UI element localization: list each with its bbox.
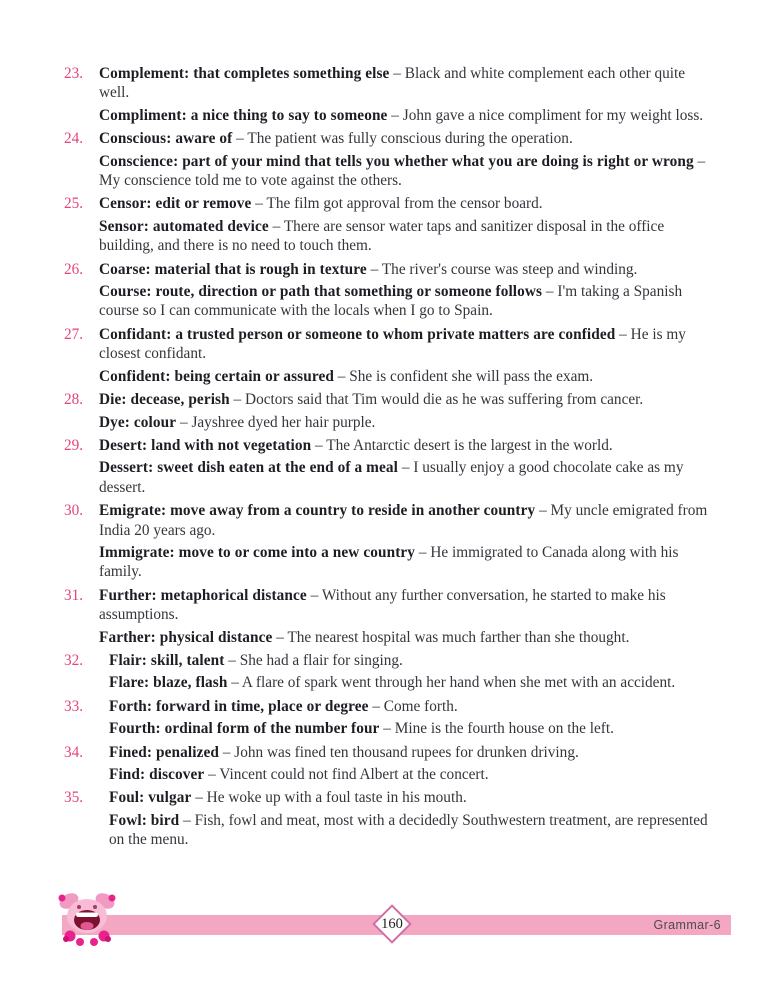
- entry-body: My conscience told me to vote against the others.: [99, 172, 402, 190]
- mascot-paw-left-toe: [63, 936, 69, 942]
- entry-head: Complement: that completes something else: [99, 65, 390, 82]
- entry-separator: –: [179, 811, 195, 829]
- entry-head: Die: decease, perish: [99, 391, 230, 409]
- item-entries: [99, 194, 718, 255]
- entry-separator: –: [204, 766, 220, 783]
- entry-head: Confidant: a trusted person or someone to whom private matters are confided: [99, 325, 616, 343]
- entry-body: I'm taking a Spanish course so I can communicate with the locals when I go to Spain.: [99, 283, 683, 320]
- entry-body: The film got approval from the censor board.: [266, 195, 543, 213]
- list-item: [64, 586, 718, 647]
- entry-separator: –: [387, 106, 403, 124]
- item-entries: [99, 501, 718, 582]
- item-number: 26.: [64, 260, 84, 278]
- entry-separator: –: [311, 436, 327, 454]
- mascot-teeth: [76, 913, 98, 918]
- entry-separator: –: [218, 743, 235, 761]
- item-entries: [99, 64, 718, 125]
- entry-head: Emigrate: move away from a country to reside in another country: [99, 502, 536, 520]
- entry-head: Compliment: a nice thing to say to someone: [99, 106, 388, 124]
- word-pair-entry: [99, 367, 718, 386]
- word-pair-entry: [109, 719, 718, 738]
- entry-separator: –: [398, 459, 414, 477]
- word-pair-entry: [99, 129, 718, 148]
- word-pair-entry: [99, 64, 718, 103]
- entry-separator: –: [389, 65, 405, 82]
- word-pair-entry: [99, 586, 718, 625]
- word-pair-entry: [99, 628, 718, 647]
- entry-head: Find: discover: [109, 766, 205, 783]
- list-item: [64, 501, 718, 582]
- word-pair-entry: [99, 436, 718, 455]
- item-entries: [99, 743, 718, 785]
- list-item: [64, 651, 718, 693]
- mascot-dog-icon: [56, 889, 118, 949]
- list-item: [64, 390, 718, 432]
- entry-separator: –: [368, 697, 384, 715]
- mascot-eye-right: [93, 905, 97, 909]
- entry-head: Censor: edit or remove: [99, 195, 252, 213]
- list-item: [64, 743, 718, 785]
- item-number: 33.: [64, 697, 84, 715]
- entry-head: Immigrate: move to or come into a new country: [99, 543, 416, 561]
- entry-head: Flair: skill, talent: [109, 651, 225, 669]
- entry-separator: –: [251, 195, 267, 213]
- entry-body: He immigrated to Canada along with his family.: [99, 543, 679, 581]
- entry-head: Desert: land with not vegetation: [99, 436, 312, 454]
- list-item: [64, 129, 718, 190]
- entry-separator: –: [379, 720, 395, 738]
- entry-head: Fined: penalized: [109, 743, 219, 761]
- word-pair-entry: [109, 788, 718, 807]
- word-pair-entry: [99, 282, 718, 321]
- entry-body: The river's course was steep and winding.: [381, 260, 638, 278]
- entry-body: Without any further conversation, he started to make his assumptions.: [99, 586, 666, 624]
- list-item: [64, 788, 718, 849]
- entry-body: The patient was fully conscious during the operation.: [247, 130, 573, 148]
- entry-body: My uncle emigrated from India 20 years ago.: [99, 502, 708, 539]
- word-pair-entry: [99, 390, 718, 409]
- word-pair-entry: [99, 152, 718, 191]
- list-item: [64, 697, 718, 739]
- word-pair-entry: [109, 765, 718, 784]
- item-number: 24.: [64, 130, 84, 148]
- item-number: 30.: [64, 502, 84, 520]
- mascot-paw-right-toe: [105, 936, 111, 942]
- entry-head: Flare: blaze, flash: [109, 674, 228, 692]
- list-item: [64, 436, 718, 497]
- word-pair-entry: [99, 260, 718, 279]
- entry-body: The Antarctic desert is the largest in the world.: [326, 436, 613, 454]
- mascot-eye-left: [77, 905, 81, 909]
- item-number: 27.: [64, 325, 84, 343]
- entry-body: I usually enjoy a good chocolate cake as my dessert.: [99, 459, 684, 496]
- entry-head: Conscious: aware of: [99, 130, 233, 148]
- mascot-tongue: [81, 922, 94, 930]
- word-pair-entry: [109, 673, 718, 692]
- entry-separator: –: [333, 367, 350, 385]
- entry-body: A flare of spark went through her hand when she met with an accident.: [241, 674, 676, 692]
- entry-head: Forth: forward in time, place or degree: [109, 697, 369, 715]
- entry-body: She had a flair for singing.: [239, 651, 403, 669]
- list-item: [64, 260, 718, 321]
- mascot-foot-right: [90, 938, 98, 946]
- entry-body: Black and white complement each other quite well.: [99, 65, 686, 102]
- item-number: 28.: [64, 391, 84, 409]
- entry-body: There are sensor water taps and sanitizer disposal in the office building, and there is no need to touch them.: [99, 217, 665, 255]
- item-entries: [99, 390, 718, 432]
- entry-separator: –: [415, 543, 431, 561]
- entry-head: Dye: colour: [99, 413, 177, 431]
- entry-separator: –: [535, 502, 551, 520]
- entry-body: John gave a nice compliment for my weight loss.: [402, 106, 704, 124]
- entry-body: He woke up with a foul taste in his mouth.: [206, 789, 467, 807]
- word-pair-entry: [99, 217, 718, 256]
- mascot-ear-tip-left: [59, 895, 66, 902]
- item-entries: [99, 651, 718, 693]
- entry-body: Fish, fowl and meat, most with a decidedly Southwestern treatment, are represented on the menu.: [109, 811, 708, 849]
- entry-head: Conscience: part of your mind that tells you whether what you are doing is right or wrong: [99, 152, 694, 170]
- entry-body: Vincent could not find Albert at the concert.: [219, 766, 489, 783]
- entry-body: Come forth.: [383, 697, 458, 715]
- item-entries: [99, 788, 718, 849]
- entry-separator: –: [615, 325, 631, 343]
- entry-head: Foul: vulgar: [109, 789, 192, 807]
- entry-separator: –: [693, 152, 706, 170]
- list-item: [64, 325, 718, 386]
- item-number: 29.: [64, 436, 84, 454]
- entry-separator: –: [229, 391, 246, 409]
- item-number: 25.: [64, 195, 84, 213]
- entry-body: The nearest hospital was much farther than she thought.: [287, 628, 630, 646]
- entry-separator: –: [272, 628, 288, 646]
- entry-separator: –: [191, 789, 207, 807]
- word-pair-list: [64, 64, 718, 854]
- entry-head: Course: route, direction or path that something or someone follows: [99, 283, 543, 301]
- item-entries: [99, 325, 718, 386]
- item-number: 31.: [64, 586, 84, 604]
- book-label: Grammar-6: [653, 918, 721, 932]
- item-entries: [99, 129, 718, 190]
- mascot-ear-tip-right: [109, 895, 116, 902]
- entry-head: Farther: physical distance: [99, 628, 273, 646]
- item-number: 23.: [64, 65, 84, 82]
- entry-separator: –: [224, 651, 240, 669]
- entry-head: Sensor: automated device: [99, 217, 269, 235]
- list-item: [64, 194, 718, 255]
- word-pair-entry: [109, 697, 718, 716]
- entry-head: Fourth: ordinal form of the number four: [109, 720, 380, 738]
- entry-head: Dessert: sweet dish eaten at the end of a meal: [99, 459, 399, 477]
- word-pair-entry: [99, 413, 718, 432]
- mascot-foot-left: [76, 938, 84, 946]
- entry-separator: –: [306, 586, 322, 604]
- word-pair-entry: [109, 743, 718, 762]
- word-pair-entry: [99, 543, 718, 582]
- item-entries: [99, 586, 718, 647]
- list-item: [64, 64, 718, 125]
- entry-separator: –: [366, 260, 382, 278]
- entry-head: Fowl: bird: [109, 811, 180, 829]
- entry-separator: –: [542, 283, 558, 301]
- entry-body: He is my closest confidant.: [99, 325, 686, 363]
- word-pair-entry: [99, 325, 718, 364]
- entry-head: Confident: being certain or assured: [99, 367, 334, 385]
- item-entries: [99, 260, 718, 321]
- entry-separator: –: [268, 217, 284, 235]
- entry-head: Coarse: material that is rough in texture: [99, 260, 367, 278]
- entry-body: Doctors said that Tim would die as he was suffering from cancer.: [245, 391, 644, 409]
- entry-body: John was fined ten thousand rupees for drunken driving.: [234, 743, 579, 761]
- entry-body: Jayshree dyed her hair purple.: [191, 413, 376, 431]
- entry-body: She is confident she will pass the exam.: [349, 367, 594, 385]
- page-number-diamond: [373, 905, 411, 943]
- word-pair-entry: [99, 194, 718, 213]
- entry-separator: –: [232, 130, 248, 148]
- item-number: 35.: [64, 789, 84, 807]
- word-pair-entry: [109, 811, 718, 850]
- entry-head: Further: metaphorical distance: [99, 586, 307, 604]
- word-pair-entry: [109, 651, 718, 670]
- entry-separator: –: [227, 674, 242, 692]
- page-number: 160: [381, 915, 403, 932]
- item-number: 34.: [64, 743, 84, 761]
- word-pair-entry: [99, 106, 718, 125]
- entry-separator: –: [176, 413, 192, 431]
- item-entries: [99, 697, 718, 739]
- entry-body: Mine is the fourth house on the left.: [394, 720, 614, 738]
- word-pair-entry: [99, 458, 718, 497]
- item-entries: [99, 436, 718, 497]
- item-number: 32.: [64, 651, 84, 669]
- word-pair-entry: [99, 501, 718, 540]
